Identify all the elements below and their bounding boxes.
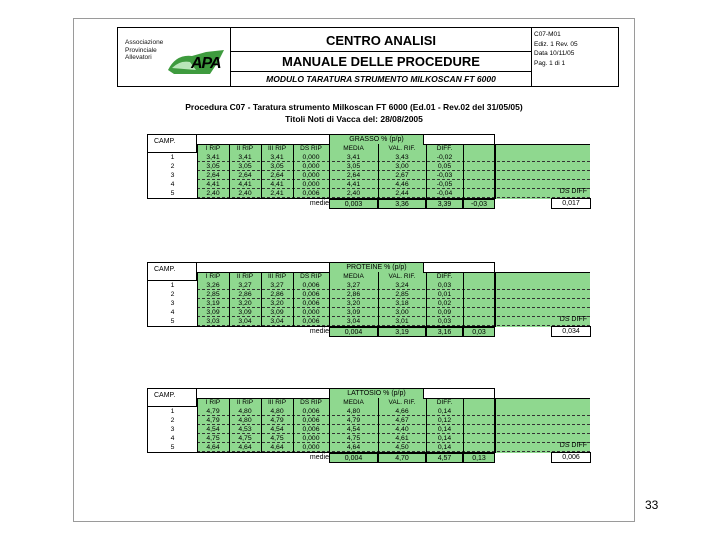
camp-cell: 5	[147, 443, 197, 452]
data-cell: 4,75	[206, 435, 220, 442]
column-divider	[378, 272, 379, 327]
column-divider	[378, 398, 379, 453]
data-cell: 0,05	[437, 163, 452, 170]
media-diff: 0,13	[463, 453, 495, 463]
table-row	[147, 153, 590, 162]
camp-cell: 2	[147, 162, 197, 171]
apa-logo	[118, 28, 230, 86]
table-row	[147, 434, 590, 443]
column-header: DS RIP	[300, 145, 322, 152]
data-cell: 4,64	[206, 444, 220, 451]
data-cell: 4,50	[395, 444, 409, 451]
column-divider	[261, 272, 262, 327]
data-cell: 3,05	[238, 163, 252, 170]
ds-diff-label: DS DIFF	[559, 442, 587, 449]
media-media: 4,70	[378, 453, 426, 463]
camp-cell: 3	[147, 171, 197, 180]
column-header: DS RIP	[300, 273, 322, 280]
camp-cell: 3	[147, 425, 197, 434]
logo-line: Associazione	[125, 39, 164, 46]
data-cell: 2,44	[395, 190, 409, 197]
ds-diff-value: 0,017	[551, 198, 591, 209]
data-cell: 0,000	[302, 444, 320, 451]
data-cell: -0,03	[436, 172, 453, 179]
ref-line: C07-M01	[534, 31, 561, 38]
column-divider	[261, 144, 262, 199]
column-divider	[329, 272, 330, 327]
data-cell: 4,80	[346, 408, 361, 415]
data-cell: 2,64	[270, 172, 284, 179]
column-divider	[463, 398, 464, 453]
column-header: DIFF.	[436, 145, 453, 152]
ref-line: Ediz. 1 Rev. 05	[534, 40, 578, 48]
data-cell: 4,79	[270, 417, 284, 424]
document-page	[73, 18, 635, 522]
camp-cell: 4	[147, 434, 197, 443]
data-cell: 3,00	[395, 163, 409, 170]
data-cell: 4,64	[346, 444, 361, 451]
table-title: GRASSO % (p/p)	[329, 134, 424, 145]
column-divider	[495, 144, 496, 199]
data-cell: 2,41	[270, 190, 284, 197]
data-cell: 0,000	[302, 309, 320, 316]
table-row	[147, 171, 590, 180]
data-cell: -0,04	[436, 190, 453, 197]
column-header: DS RIP	[300, 399, 322, 406]
data-cell: 4,53	[238, 426, 252, 433]
data-cell: 3,27	[346, 282, 361, 289]
column-divider	[495, 272, 496, 327]
column-divider	[495, 398, 496, 453]
media-label: medie	[309, 454, 329, 461]
table-title: PROTEINE % (p/p)	[329, 262, 424, 273]
data-cell: 2,85	[395, 291, 409, 298]
media-valrif: 3,39	[426, 199, 463, 209]
data-cell: 3,41	[270, 154, 284, 161]
camp-cell: 5	[147, 189, 197, 198]
data-cell: 3,03	[206, 318, 220, 325]
data-cell: 0,006	[302, 190, 320, 197]
column-header: I RIP	[205, 399, 221, 406]
column-header: III RIP	[267, 145, 287, 152]
column-header: DIFF.	[436, 399, 453, 406]
data-cell: 3,05	[206, 163, 220, 170]
data-cell: 4,40	[395, 426, 409, 433]
column-divider	[426, 272, 427, 327]
table-row	[147, 281, 590, 290]
column-header: VAL. RIF.	[388, 145, 416, 152]
camp-cell: 4	[147, 180, 197, 189]
data-cell: 0,14	[437, 408, 452, 415]
data-cell: 4,75	[238, 435, 252, 442]
column-header: II RIP	[236, 273, 254, 280]
data-cell: 3,43	[395, 154, 409, 161]
logo-line: Allevatori	[125, 54, 152, 61]
data-cell: 3,20	[346, 300, 361, 307]
data-cell: 3,01	[395, 318, 409, 325]
data-cell: 0,02	[437, 300, 452, 307]
table-row	[147, 308, 590, 317]
subtitle-line: Titoli Noti di Vacca del: 28/08/2005	[285, 114, 423, 124]
data-cell: 3,20	[270, 300, 284, 307]
data-cell: 3,09	[346, 309, 361, 316]
data-cell: 3,27	[238, 282, 252, 289]
media-diff: -0,03	[463, 199, 495, 209]
column-divider	[229, 272, 230, 327]
table-row	[147, 416, 590, 425]
data-cell: 3,05	[270, 163, 284, 170]
media-ds: 0,003	[329, 199, 378, 209]
data-cell: 0,006	[302, 318, 320, 325]
column-header: MEDIA	[343, 145, 364, 152]
column-divider	[293, 272, 294, 327]
data-cell: 4,64	[270, 444, 284, 451]
data-cell: 0,14	[437, 444, 452, 451]
media-valrif: 3,16	[426, 327, 463, 337]
media-row	[147, 327, 590, 337]
camp-cell: 1	[147, 281, 197, 290]
data-cell: 4,79	[206, 417, 220, 424]
header-title-manuale: MANUALE DELLE PROCEDURE	[231, 52, 531, 72]
column-divider	[426, 144, 427, 199]
column-divider	[293, 398, 294, 453]
header-title-centro: CENTRO ANALISI	[231, 30, 531, 52]
data-cell: 4,46	[395, 181, 409, 188]
ds-diff-label: DS DIFF	[559, 316, 587, 323]
camp-cell: 1	[147, 407, 197, 416]
data-cell: 2,40	[346, 190, 361, 197]
column-header: III RIP	[267, 273, 287, 280]
table-row	[147, 290, 590, 299]
column-divider	[229, 144, 230, 199]
camp-cell: 1	[147, 153, 197, 162]
data-cell: 2,64	[346, 172, 361, 179]
column-divider	[378, 144, 379, 199]
column-divider	[329, 398, 330, 453]
table-row	[147, 443, 590, 452]
media-row	[147, 453, 590, 463]
data-cell: 3,41	[346, 154, 361, 161]
column-header: VAL. RIF.	[388, 273, 416, 280]
data-cell: 0,000	[302, 435, 320, 442]
column-header: DIFF.	[436, 273, 453, 280]
data-cell: 0,03	[437, 282, 452, 289]
logo-text	[125, 39, 163, 62]
table-title: LATTOSIO % (p/p)	[329, 388, 424, 399]
media-label: medie	[309, 200, 329, 207]
document-reference	[534, 30, 618, 68]
data-cell: 3,26	[206, 282, 220, 289]
media-diff: 0,03	[463, 327, 495, 337]
column-divider	[197, 398, 198, 453]
table-row	[147, 407, 590, 416]
data-cell: 3,20	[238, 300, 252, 307]
page-number: 33	[645, 498, 659, 512]
data-cell: 3,04	[270, 318, 284, 325]
table-row	[147, 299, 590, 308]
data-cell: 0,12	[437, 417, 452, 424]
data-cell: 3,41	[238, 154, 252, 161]
column-header: II RIP	[236, 145, 254, 152]
table-row	[147, 425, 590, 434]
column-header: MEDIA	[343, 399, 364, 406]
data-cell: 0,14	[437, 435, 452, 442]
data-cell: 3,04	[238, 318, 252, 325]
data-cell: 4,41	[270, 181, 284, 188]
data-cell: 0,000	[302, 181, 320, 188]
data-cell: 0,000	[302, 172, 320, 179]
media-row	[147, 199, 590, 209]
data-cell: 2,86	[270, 291, 284, 298]
data-cell: 4,64	[238, 444, 252, 451]
data-cell: 3,19	[206, 300, 220, 307]
procedure-line: Procedura C07 - Taratura strumento Milkoscan FT 6000 (Ed.01 - Rev.02 del 31/05/05)	[185, 102, 523, 112]
data-cell: 3,27	[270, 282, 284, 289]
media-media: 3,36	[378, 199, 426, 209]
ds-diff-value: 0,006	[551, 452, 591, 463]
data-cell: 4,79	[206, 408, 220, 415]
data-cell: 4,80	[238, 417, 252, 424]
column-divider	[293, 144, 294, 199]
column-divider	[229, 398, 230, 453]
column-divider	[197, 272, 198, 327]
data-cell: 0,09	[437, 309, 452, 316]
data-cell: 2,86	[238, 291, 252, 298]
data-cell: 2,40	[238, 190, 252, 197]
media-ds: 0,004	[329, 453, 378, 463]
data-cell: 3,09	[270, 309, 284, 316]
column-header: III RIP	[267, 399, 287, 406]
data-cell: 3,00	[395, 309, 409, 316]
media-label: medie	[309, 328, 329, 335]
logo-line: Provinciale	[125, 46, 157, 54]
data-cell: 4,75	[346, 435, 361, 442]
column-divider	[197, 144, 198, 199]
media-media: 3,19	[378, 327, 426, 337]
data-cell: 2,40	[206, 190, 220, 197]
column-header: II RIP	[236, 399, 254, 406]
data-cell: 4,79	[346, 417, 361, 424]
ds-diff-value: 0,034	[551, 326, 591, 337]
data-cell: 2,67	[395, 172, 409, 179]
ref-line: Pag. 1 di 1	[534, 59, 566, 67]
data-cell: 0,006	[302, 426, 320, 433]
column-divider	[426, 398, 427, 453]
column-divider	[261, 398, 262, 453]
data-cell: 4,41	[238, 181, 252, 188]
ref-line: Data 10/11/05	[534, 50, 575, 57]
data-cell: -0,05	[436, 181, 453, 188]
data-cell: 0,006	[302, 282, 320, 289]
camp-cell: 4	[147, 308, 197, 317]
data-cell: 4,66	[395, 408, 409, 415]
data-cell: 4,54	[346, 426, 361, 433]
data-cell: 4,67	[395, 417, 409, 424]
data-cell: 0,03	[437, 318, 452, 325]
column-divider	[463, 144, 464, 199]
column-header: I RIP	[205, 273, 221, 280]
data-cell: 0,01	[437, 291, 452, 298]
camp-header: CAMP.	[147, 388, 197, 407]
data-cell: 4,80	[238, 408, 252, 415]
data-cell: 0,006	[302, 408, 320, 415]
data-cell: 3,09	[238, 309, 252, 316]
procedure-info	[114, 101, 594, 125]
data-cell: 4,54	[206, 426, 220, 433]
data-cell: 0,000	[302, 154, 320, 161]
table-row	[147, 189, 590, 198]
table-row	[147, 317, 590, 326]
data-cell: 3,04	[346, 318, 361, 325]
camp-cell: 3	[147, 299, 197, 308]
data-cell: 3,05	[346, 163, 361, 170]
data-cell: 2,86	[346, 291, 361, 298]
column-divider	[463, 272, 464, 327]
data-cell: -0,02	[436, 154, 453, 161]
ds-diff-label: DS DIFF	[559, 188, 587, 195]
camp-header: CAMP.	[147, 134, 197, 153]
document-header	[117, 27, 619, 87]
column-divider	[329, 144, 330, 199]
camp-cell: 2	[147, 416, 197, 425]
column-header: MEDIA	[343, 273, 364, 280]
data-cell: 4,41	[346, 181, 361, 188]
title-column	[230, 28, 532, 86]
data-cell: 0,14	[437, 426, 452, 433]
data-cell: 2,85	[206, 291, 220, 298]
data-cell: 4,41	[206, 181, 220, 188]
data-cell: 3,09	[206, 309, 220, 316]
data-cell: 4,54	[270, 426, 284, 433]
media-ds: 0,004	[329, 327, 378, 337]
header-title-modulo: MODULO TARATURA STRUMENTO MILKOSCAN FT 6000	[266, 74, 496, 84]
data-cell: 4,75	[270, 435, 284, 442]
data-cell: 4,61	[395, 435, 409, 442]
column-header: I RIP	[205, 145, 221, 152]
data-cell: 2,64	[238, 172, 252, 179]
table-row	[147, 180, 590, 189]
logo-brand: APA	[191, 55, 221, 72]
camp-header: CAMP.	[147, 262, 197, 281]
data-cell: 4,80	[270, 408, 284, 415]
data-cell: 3,41	[206, 154, 220, 161]
data-cell: 2,64	[206, 172, 220, 179]
media-valrif: 4,57	[426, 453, 463, 463]
data-cell: 3,18	[395, 300, 409, 307]
column-header: VAL. RIF.	[388, 399, 416, 406]
camp-cell: 2	[147, 290, 197, 299]
table-row	[147, 162, 590, 171]
data-cell: 0,000	[302, 163, 320, 170]
data-cell: 0,006	[302, 291, 320, 298]
camp-cell: 5	[147, 317, 197, 326]
data-cell: 3,24	[395, 282, 409, 289]
data-cell: 0,006	[302, 417, 320, 424]
data-cell: 0,006	[302, 300, 320, 307]
